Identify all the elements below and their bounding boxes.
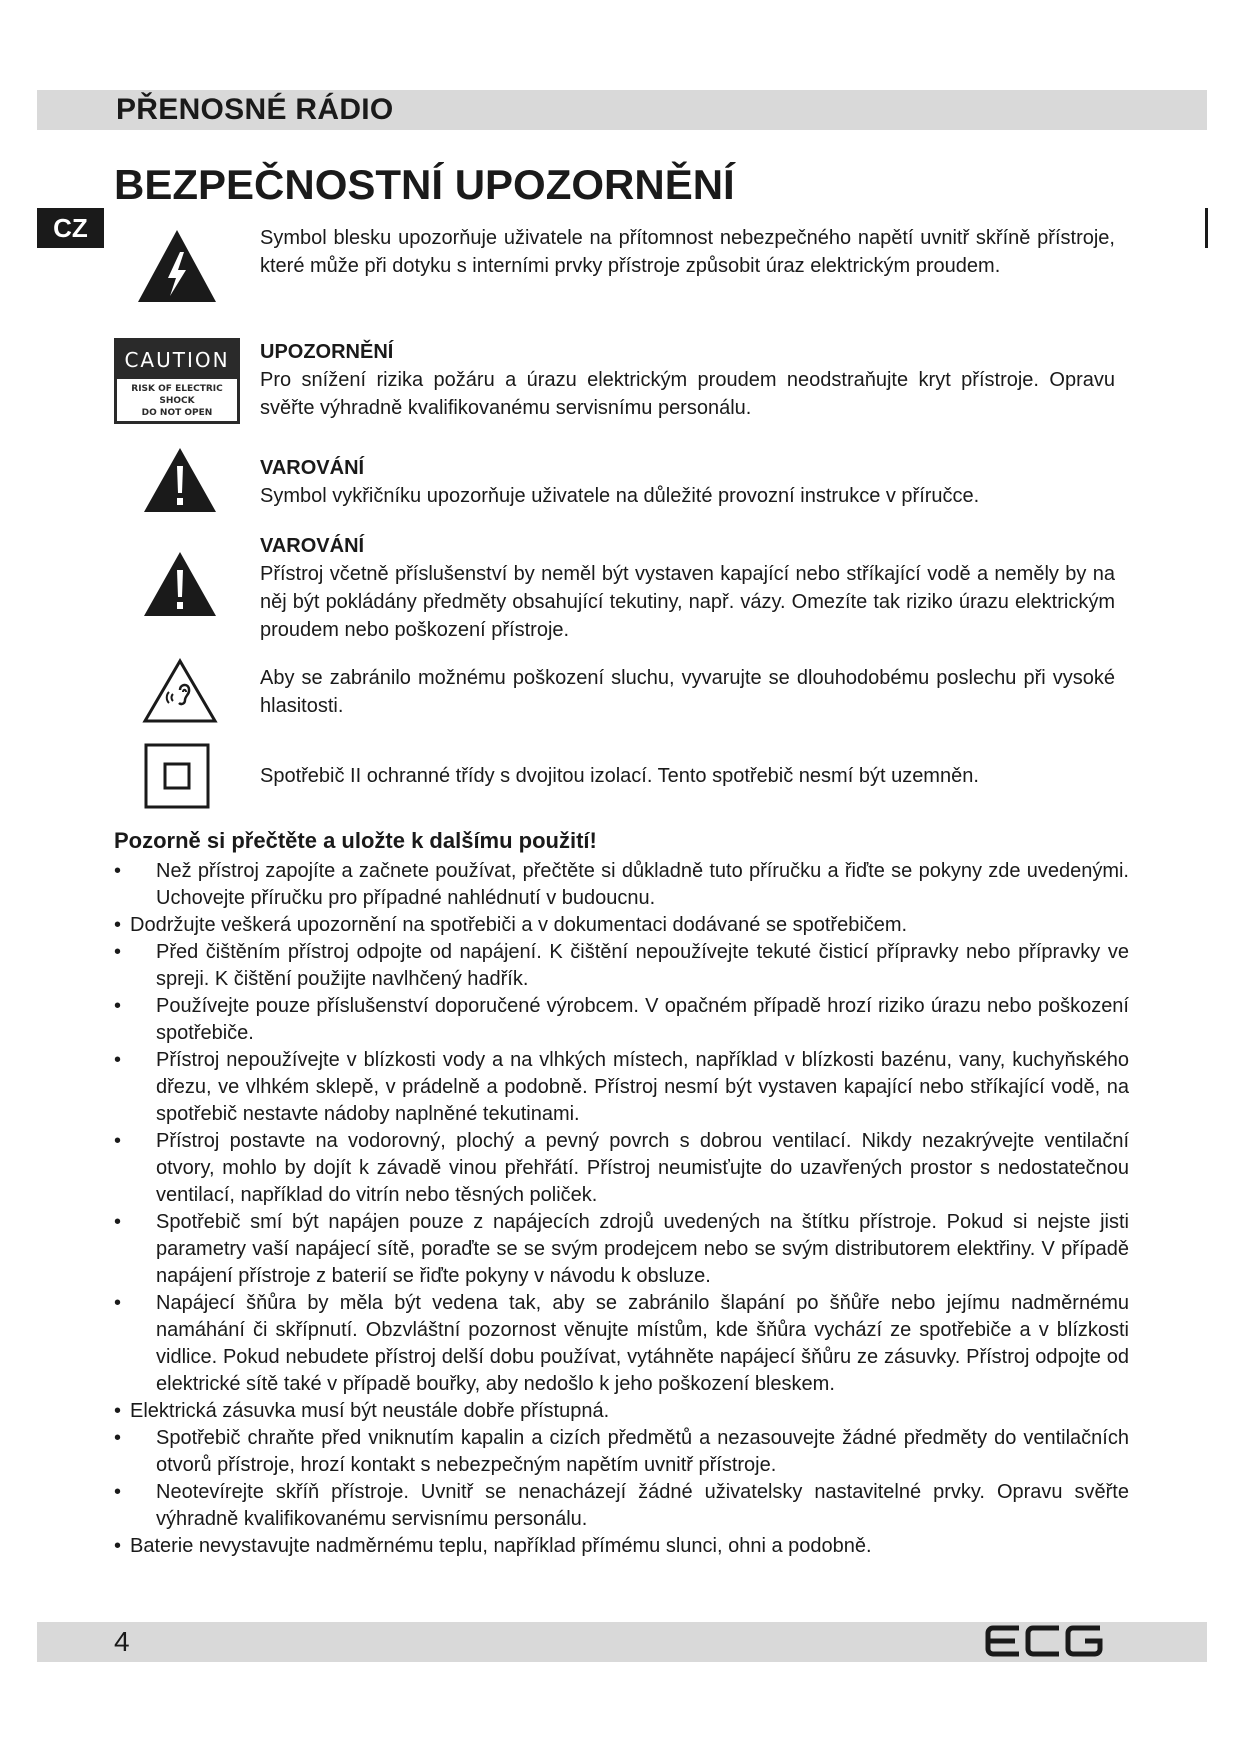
bullet-dot: •: [114, 860, 122, 882]
double-insulation-icon: [144, 743, 210, 809]
warning-notice-2: [260, 532, 1115, 644]
safety-bullet-list: [114, 858, 1129, 1560]
list-item-text: Než přístroj zapojíte a začnete používat, přečtěte si důkladně tuto příručku a řiďte se pokyny zde uvedenými. Uchovejte příručku pro případné nahlédnutí v budoucnu.: [156, 860, 1129, 909]
bullet-dot: •: [114, 1130, 122, 1152]
warning-text-1: Symbol vykřičníku upozorňuje uživatele na důležité provozní instrukce v příručce.: [260, 485, 980, 507]
list-item: [114, 912, 1129, 939]
warning-notice-1: [260, 454, 1115, 510]
list-item-text: Spotřebič smí být napájen pouze z napájecích zdrojů uvedených na štítku přístroje. Pokud si nejste jisti parametry vaší napájecí sítě, poraďte se se svým prodejcem nebo se svým distributorem elektřiny. V případě napájení přístroje z baterií se řiďte pokyny v návodu k obsluze.: [156, 1211, 1129, 1287]
list-item: [114, 993, 1129, 1047]
bullet-dot: •: [114, 914, 122, 936]
lightning-text: Symbol blesku upozorňuje uživatele na přítomnost nebezpečného napětí uvnitř skříně přístroje, které může při dotyku s interními prvky přístroje způsobit úraz elektrickým proudem.: [260, 227, 1115, 277]
warning-text-2: Přístroj včetně příslušenství by neměl být vystaven kapající nebo stříkající vodě a neměly by na něj být pokládány předměty obsahující tekutiny, např. vázy. Omezíte tak riziko úrazu elektrickým proudem nebo poškození přístroje.: [260, 563, 1115, 641]
caution-label-top: CAUTION: [117, 341, 237, 379]
bullet-dot: •: [114, 1481, 122, 1503]
list-item: [114, 1047, 1129, 1128]
exclamation-warning-icon: [142, 550, 218, 618]
class2-notice: [260, 762, 1115, 790]
list-item: [114, 1533, 1129, 1560]
list-item: [114, 939, 1129, 993]
bullet-dot: •: [114, 1292, 122, 1314]
caution-label-line2: DO NOT OPEN: [141, 408, 213, 418]
margin-rule: [1205, 208, 1208, 248]
header-title: PŘENOSNÉ RÁDIO: [116, 93, 394, 126]
caution-text: Pro snížení rizika požáru a úrazu elektrickým proudem neodstraňujte kryt přístroje. Opravu svěřte výhradně kvalifikovanému servisnímu personálu.: [260, 369, 1115, 419]
warning-heading-2: VAROVÁNÍ: [260, 535, 365, 557]
caution-label-sub: [117, 379, 237, 419]
caution-heading: UPOZORNĚNÍ: [260, 341, 394, 363]
page-number: 4: [114, 1626, 130, 1657]
lightning-warning-icon: [136, 228, 218, 304]
hearing-warning-icon: [142, 658, 218, 724]
list-item-text: Dodržujte veškerá upozornění na spotřebiči a v dokumentaci dodávané se spotřebičem.: [130, 914, 908, 936]
bullet-dot: •: [114, 1211, 122, 1233]
list-item: [114, 858, 1129, 912]
caution-notice: [260, 338, 1115, 422]
page-title: BEZPEČNOSTNÍ UPOZORNĚNÍ: [114, 161, 735, 208]
list-item-text: Přístroj nepoužívejte v blízkosti vody a na vlhkých místech, například v blízkosti bazénu, vany, kuchyňského dřezu, ve vlhkém sklepě, v prádelně a podobně. Přístroj nesmí být vystaven kapající nebo stříkající vodě, na spotřebič nestavte nádoby naplněné tekutinami.: [156, 1049, 1129, 1125]
exclamation-warning-icon: [142, 446, 218, 514]
list-item-text: Neotevírejte skříň přístroje. Uvnitř se nenacházejí žádné uživatelsky nastavitelné prvky. Opravu svěřte výhradně kvalifikovanému servisnímu personálu.: [156, 1481, 1129, 1530]
caution-label: [114, 338, 240, 424]
bullet-dot: •: [114, 1427, 122, 1449]
language-badge: CZ: [37, 208, 104, 248]
list-item: [114, 1209, 1129, 1290]
bullet-dot: •: [114, 1049, 122, 1071]
ecg-logo: [985, 1624, 1105, 1658]
hearing-text: Aby se zabránilo možnému poškození sluchu, vyvarujte se dlouhodobému poslechu při vysoké hlasitosti.: [260, 667, 1115, 717]
bullet-dot: •: [114, 995, 122, 1017]
caution-label-line1: RISK OF ELECTRIC SHOCK: [131, 384, 223, 406]
class2-text: Spotřebič II ochranné třídy s dvojitou izolací. Tento spotřebič nesmí být uzemněn.: [260, 765, 979, 787]
list-item-text: Napájecí šňůra by měla být vedena tak, aby se zabránilo šlapání po šňůře nebo jejímu nadměrnému namáhání či skřípnutí. Obzvláštní pozornost věnujte místům, kde šňůra vychází ze spotřebiče a v blízkosti vidlice. Pokud nebudete přístroj delší dobu používat, vytáhněte napájecí šňůru ze zásuvky. Přístroj odpojte od elektrické sítě také v případě bouřky, aby nedošlo k jeho poškození bleskem.: [156, 1292, 1129, 1395]
read-and-keep-title: Pozorně si přečtěte a uložte k dalšímu použití!: [114, 828, 597, 853]
warning-heading-1: VAROVÁNÍ: [260, 457, 365, 479]
lightning-notice: [260, 224, 1115, 280]
list-item-text: Elektrická zásuvka musí být neustále dobře přístupná.: [130, 1400, 610, 1422]
list-item-text: Před čištěním přístroj odpojte od napájení. K čištění nepoužívejte tekuté čisticí přípravky nebo přípravky ve spreji. K čištění použijte navlhčený hadřík.: [156, 941, 1129, 990]
list-item: [114, 1479, 1129, 1533]
list-item-text: Používejte pouze příslušenství doporučené výrobcem. V opačném případě hrozí riziko úrazu nebo poškození spotřebiče.: [156, 995, 1129, 1044]
bullet-dot: •: [114, 1535, 122, 1557]
bullet-dot: •: [114, 1400, 122, 1422]
list-item: [114, 1290, 1129, 1398]
bullet-dot: •: [114, 941, 122, 963]
hearing-notice: [260, 664, 1115, 720]
list-item-text: Spotřebič chraňte před vniknutím kapalin a cizích předmětů a nezasouvejte žádné předměty do ventilačních otvorů přístroje, hrozí kontakt s nebezpečným napětím uvnitř přístroje.: [156, 1427, 1129, 1476]
list-item: [114, 1128, 1129, 1209]
list-item: [114, 1425, 1129, 1479]
list-item-text: Baterie nevystavujte nadměrnému teplu, například přímému slunci, ohni a podobně.: [130, 1535, 872, 1557]
list-item: [114, 1398, 1129, 1425]
list-item-text: Přístroj postavte na vodorovný, plochý a pevný povrch s dobrou ventilací. Nikdy nezakrývejte ventilační otvory, mohlo by dojít k závadě vinou přehřátí. Přístroj neumisťujte do uzavřených prostor s nedostatečnou ventilací, například do vitrín nebo těsných poliček.: [156, 1130, 1129, 1206]
